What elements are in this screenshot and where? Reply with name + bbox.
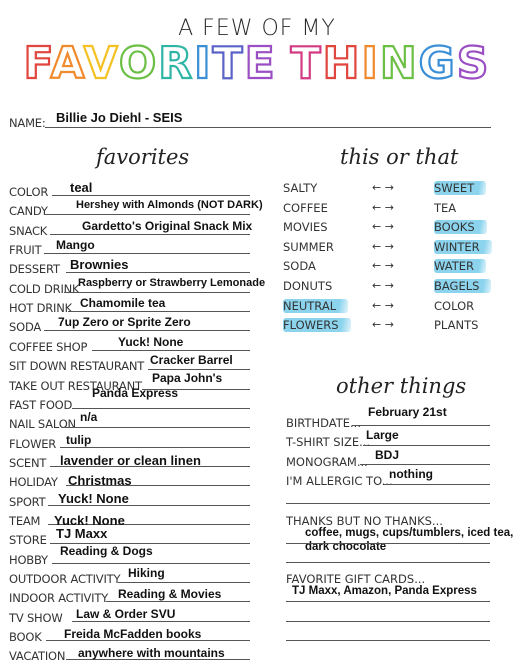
favorite-value: Panda Express xyxy=(92,385,179,400)
favorite-label: COLD DRINK xyxy=(9,281,80,296)
no-thanks-line-2 xyxy=(286,562,490,563)
name-line xyxy=(45,127,491,128)
favorite-label: COLOR xyxy=(9,185,49,199)
header-letter: A xyxy=(50,38,84,89)
gift-cards-line-2 xyxy=(286,621,490,622)
birthdate-line xyxy=(352,425,490,426)
arrows-icon: ← → xyxy=(372,298,394,312)
favorite-value: Chamomile tea xyxy=(80,296,166,311)
header-letter: T xyxy=(212,38,245,89)
favorite-line xyxy=(66,272,250,273)
header-subtitle: A FEW OF MY xyxy=(178,16,336,41)
favorite-value: Reading & Dogs xyxy=(60,543,153,558)
header-letter: S xyxy=(456,38,491,89)
tshirt-value: Large xyxy=(366,428,399,442)
favorite-label: TEAM xyxy=(9,513,41,528)
gift-cards-line-3 xyxy=(286,640,490,641)
favorite-label: TV SHOW xyxy=(9,610,63,625)
header-letter: O xyxy=(118,38,159,89)
favorite-label: SODA xyxy=(9,320,42,335)
birthdate-label: BIRTHDATE... xyxy=(286,416,361,430)
favorite-value: TJ Maxx xyxy=(56,526,108,542)
favorite-value: Yuck! None xyxy=(54,512,125,528)
favorite-label: INDOOR ACTIVITY xyxy=(9,591,109,606)
this-or-that-left: FLOWERS xyxy=(283,318,351,332)
header-letter: I xyxy=(361,38,380,89)
arrows-icon: ← → xyxy=(372,318,394,332)
favorite-value: lavender or clean linen xyxy=(60,452,201,468)
monogram-label: MONOGRAM... xyxy=(286,455,368,469)
favorite-line xyxy=(118,582,250,583)
tshirt-label: T-SHIRT SIZE... xyxy=(286,435,371,449)
this-or-that-left: SUMMER xyxy=(283,239,334,254)
favorite-value: Hiking xyxy=(128,566,165,580)
this-or-that-left: SALTY xyxy=(283,181,318,195)
favorite-value: Raspberry or Strawberry Lemonade xyxy=(78,276,266,289)
favorite-label: SNACK xyxy=(9,223,48,238)
favorite-label: SIT DOWN RESTAURANT xyxy=(9,359,145,374)
this-or-that-right: PLANTS xyxy=(434,318,479,333)
favorite-value: 7up Zero or Sprite Zero xyxy=(58,315,191,330)
favorite-label: CANDY xyxy=(9,204,48,219)
this-or-that-left: MOVIES xyxy=(283,220,328,235)
favorite-label: OUTDOOR ACTIVITY xyxy=(9,572,121,586)
this-or-that-right: BOOKS xyxy=(434,220,487,234)
favorite-label: FRUIT xyxy=(9,243,42,258)
allergic-line-2 xyxy=(286,503,490,504)
favorite-label: STORE xyxy=(9,533,47,548)
name-label: NAME: xyxy=(9,116,46,130)
favorite-value: Law & Order SVU xyxy=(76,606,176,621)
favorite-label: SPORT xyxy=(9,494,46,509)
this-or-that-heading: this or that xyxy=(340,145,459,169)
header-title xyxy=(0,38,514,89)
this-or-that-left: DONUTS xyxy=(283,279,333,293)
gift-cards-label: FAVORITE GIFT CARDS... xyxy=(286,572,426,586)
birthdate-value: February 21st xyxy=(368,405,447,419)
this-or-that-right: COLOR xyxy=(434,298,475,313)
header-letter: H xyxy=(322,38,362,89)
favorite-line xyxy=(52,195,250,196)
arrows-icon: ← → xyxy=(372,200,394,214)
header-letter: T xyxy=(290,38,323,89)
header-letter: I xyxy=(194,38,213,89)
favorite-value: tulip xyxy=(66,432,92,447)
other-things-heading: other things xyxy=(336,374,467,398)
favorite-value: Freida McFadden books xyxy=(64,627,202,642)
favorite-value: n/a xyxy=(80,410,98,425)
no-thanks-value-2: dark chocolate xyxy=(305,541,387,553)
tshirt-line xyxy=(363,445,490,446)
header-letter: V xyxy=(83,38,119,89)
favorite-label: HOLIDAY xyxy=(9,475,58,490)
favorite-label: NAIL SALON xyxy=(9,417,76,432)
arrows-icon: ← → xyxy=(372,259,394,273)
favorite-value: anywhere with mountains xyxy=(78,646,225,661)
favorite-value: Gardetto's Original Snack Mix xyxy=(82,218,253,233)
favorite-line xyxy=(72,408,250,409)
arrows-icon: ← → xyxy=(372,279,394,292)
favorite-value: Papa John's xyxy=(152,370,223,385)
allergic-value: nothing xyxy=(389,467,433,481)
no-thanks-value-1: coffee, mugs, cups/tumblers, iced tea, xyxy=(305,527,514,539)
favorite-line xyxy=(52,563,250,564)
favorite-label: HOT DRINK xyxy=(9,301,72,316)
favorite-line xyxy=(44,330,250,331)
favorite-line xyxy=(60,447,250,448)
favorite-label: HOBBY xyxy=(9,552,48,567)
favorite-line xyxy=(64,427,250,428)
no-thanks-line-1 xyxy=(286,543,490,544)
header-letter: R xyxy=(158,38,195,89)
no-thanks-label: THANKS BUT NO THANKS... xyxy=(286,514,443,528)
this-or-that-left: COFFEE xyxy=(283,200,328,215)
monogram-value: BDJ xyxy=(375,448,400,462)
monogram-line xyxy=(360,464,490,465)
favorite-value: Reading & Movies xyxy=(118,587,222,602)
favorite-label: SCENT xyxy=(9,455,47,470)
this-or-that-right: SWEET xyxy=(434,181,486,195)
favorite-line xyxy=(44,214,250,215)
name-value: Billie Jo Diehl - SEIS xyxy=(56,110,183,125)
this-or-that-right: TEA xyxy=(434,200,457,215)
allergic-line xyxy=(384,484,490,485)
favorite-value: Christmas xyxy=(68,473,132,489)
favorites-heading: favorites xyxy=(96,145,190,169)
this-or-that-right: WATER xyxy=(434,259,486,273)
this-or-that-left: SODA xyxy=(283,259,316,274)
header-letter: N xyxy=(379,38,419,89)
this-or-that-right: BAGELS xyxy=(434,279,491,293)
gift-cards-line-1 xyxy=(286,601,490,602)
favorite-label: DESSERT xyxy=(9,262,60,277)
arrows-icon: ← → xyxy=(372,239,394,253)
favorite-value: Yuck! None xyxy=(58,490,129,506)
favorite-label: FLOWER xyxy=(9,436,57,451)
allergic-label: I'M ALLERGIC TO... xyxy=(286,474,393,488)
favorite-line xyxy=(68,311,250,312)
favorite-label: TAKE OUT RESTAURANT xyxy=(9,378,142,393)
this-or-that-right: WINTER xyxy=(434,240,492,254)
arrows-icon: ← → xyxy=(372,181,394,194)
this-or-that-left: NEUTRAL xyxy=(283,299,348,313)
favorite-line xyxy=(64,292,250,293)
favorite-label: VACATION xyxy=(9,649,66,664)
favorite-value: Mango xyxy=(56,238,95,253)
favorite-line xyxy=(92,350,250,351)
favorite-line xyxy=(44,253,250,254)
header-letter: F xyxy=(23,38,51,89)
header-letter: G xyxy=(418,38,457,89)
favorite-line xyxy=(72,621,250,622)
favorite-value: Cracker Barrel xyxy=(150,353,233,368)
favorite-label: FAST FOOD xyxy=(9,397,73,412)
favorite-value: Hershey with Almonds (NOT DARK) xyxy=(76,199,263,212)
gift-cards-value: TJ Maxx, Amazon, Panda Express xyxy=(292,585,477,597)
favorite-value: Yuck! None xyxy=(118,334,184,349)
favorite-value: teal xyxy=(70,180,93,195)
header-letter: E xyxy=(244,38,277,89)
favorite-value: Brownies xyxy=(70,257,129,273)
favorite-label: BOOK xyxy=(9,630,42,645)
favorite-line xyxy=(50,234,250,235)
favorite-label: COFFEE SHOP xyxy=(9,339,88,354)
favorite-line xyxy=(106,601,250,602)
arrows-icon: ← → xyxy=(372,220,394,234)
